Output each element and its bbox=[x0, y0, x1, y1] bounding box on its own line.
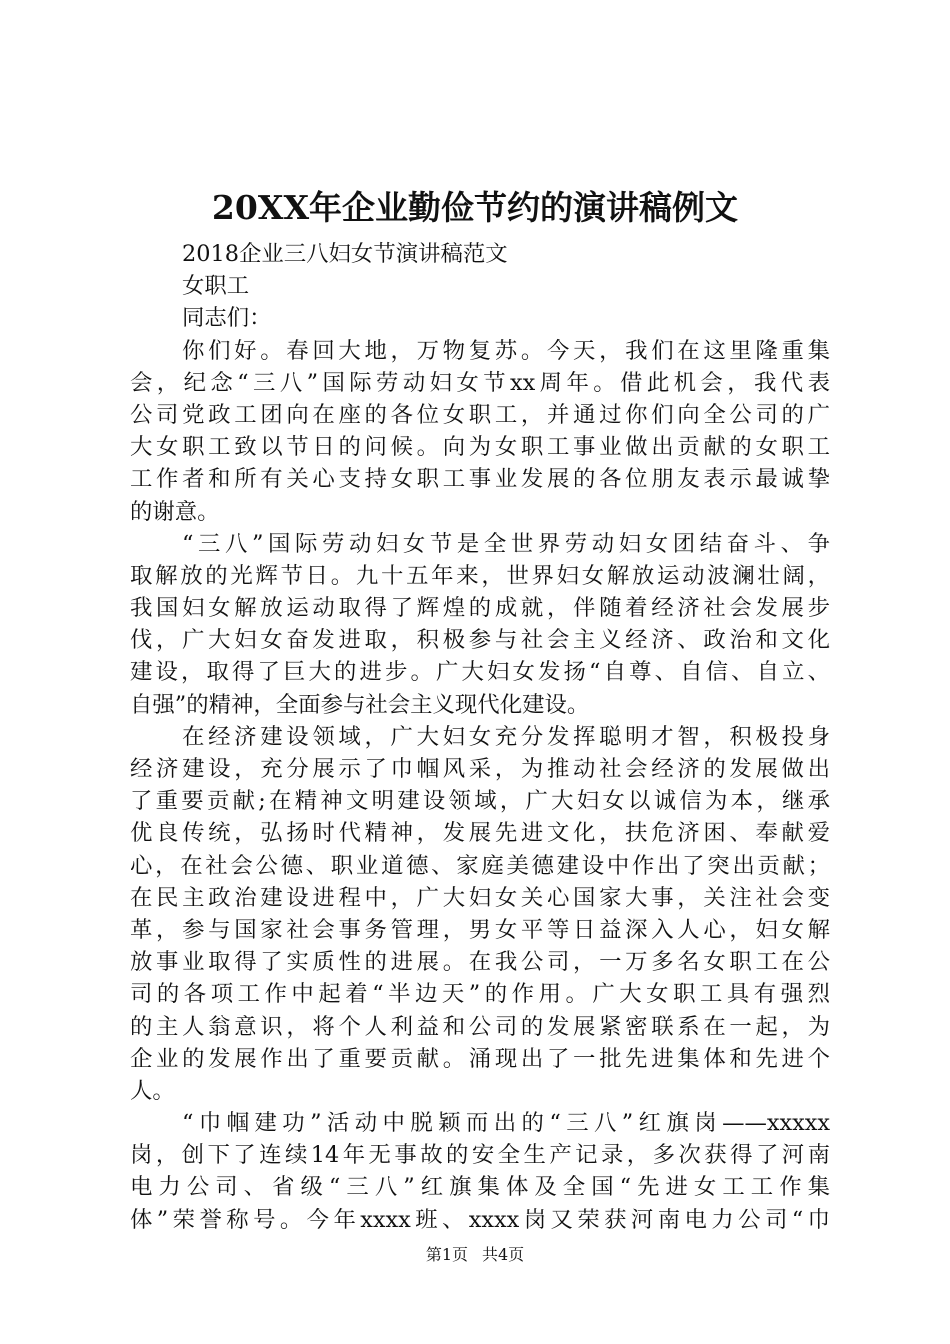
paragraph-line: 取解放的光辉节日。九十五年来，世界妇女解放运动波澜壮阔， bbox=[130, 562, 830, 589]
paragraph-line: 我国妇女解放运动取得了辉煌的成就，伴随着经济社会发展步 bbox=[130, 595, 830, 622]
paragraph-line: 经济建设，充分展示了巾帼风采，为推动社会经济的发展做出 bbox=[130, 756, 830, 782]
paragraph-line: 会，纪念“三八”国际劳动妇女节xx周年。借此机会，我代表 bbox=[130, 369, 830, 396]
document-title: 20XX年企业勤俭节约的演讲稿例文 bbox=[211, 188, 739, 227]
paragraph-line: 企业的发展作出了重要贡献。涌现出了一批先进集体和先进个 bbox=[130, 1045, 830, 1072]
paragraph-line: 优良传统，弘扬时代精神，发展先进文化，扶危济困、奉献爱 bbox=[130, 820, 830, 847]
paragraph-line: 革，参与国家社会事务管理，男女平等日益深入人心，妇女解 bbox=[130, 916, 830, 943]
paragraph-line: 放事业取得了实质性的进展。在我公司，一万多名女职工在公 bbox=[130, 949, 830, 976]
page-total: 共4页 bbox=[482, 1245, 525, 1264]
paragraph-line: 工作者和所有关心支持女职工事业发展的各位朋友表示最诚挚 bbox=[130, 466, 830, 493]
paragraph-line: 在民主政治建设进程中，广大妇女关心国家大事，关注社会变 bbox=[130, 884, 830, 911]
page-number: 第1页 bbox=[425, 1245, 468, 1264]
paragraph-line: 大女职工致以节日的问候。向为女职工事业做出贡献的女职工 bbox=[130, 434, 830, 461]
paragraph-line: 岗，创下了连续14年无事故的安全生产记录，多次获得了河南 bbox=[130, 1142, 830, 1169]
paragraph-line: 公司党政工团向在座的各位女职工，并通过你们向全公司的广 bbox=[130, 401, 830, 428]
paragraph-line: 心，在社会公德、职业道德、家庭美德建设中作出了突出贡献； bbox=[130, 852, 830, 879]
paragraph-line: 你们好。春回大地，万物复苏。今天，我们在这里隆重集 bbox=[182, 337, 830, 364]
paragraph-line: “三八”国际劳动妇女节是全世界劳动妇女团结奋斗、争 bbox=[182, 530, 830, 557]
paragraph-line: 电力公司、省级“三八”红旗集体及全国“先进女工工作集 bbox=[130, 1174, 830, 1201]
paragraph-line: 的主人翁意识，将个人利益和公司的发展紧密联系在一起，为 bbox=[130, 1013, 830, 1040]
salutation-line: 同志们： bbox=[182, 305, 272, 332]
paragraph-line: 建设，取得了巨大的进步。广大妇女发扬“自尊、自信、自立、 bbox=[130, 659, 830, 686]
document-body bbox=[130, 238, 830, 1236]
paragraph-line: 伐，广大妇女奋发进取，积极参与社会主义经济、政治和文化 bbox=[130, 627, 830, 654]
paragraph-line: 自强”的精神，全面参与社会主义现代化建设。 bbox=[130, 691, 590, 718]
subtitle-line: 2018企业三八妇女节演讲稿范文 bbox=[182, 241, 508, 267]
paragraph-line: 在经济建设领域，广大妇女充分发挥聪明才智，积极投身 bbox=[182, 723, 830, 750]
paragraph-line: 司的各项工作中起着“半边天”的作用。广大女职工具有强烈 bbox=[130, 981, 830, 1008]
paragraph-line: 体”荣誉称号。今年xxxx班、xxxx岗又荣获河南电力公司“巾 bbox=[130, 1206, 830, 1233]
text-line: 女职工 bbox=[182, 273, 250, 300]
paragraph-line: 的谢意。 bbox=[130, 498, 220, 525]
paragraph-line: “巾帼建功”活动中脱颖而出的“三八”红旗岗——xxxxx bbox=[182, 1110, 830, 1137]
paragraph-line: 了重要贡献;在精神文明建设领域，广大妇女以诚信为本，继承 bbox=[130, 788, 830, 815]
page-footer bbox=[0, 1244, 950, 1266]
paragraph-line: 人。 bbox=[130, 1077, 175, 1104]
